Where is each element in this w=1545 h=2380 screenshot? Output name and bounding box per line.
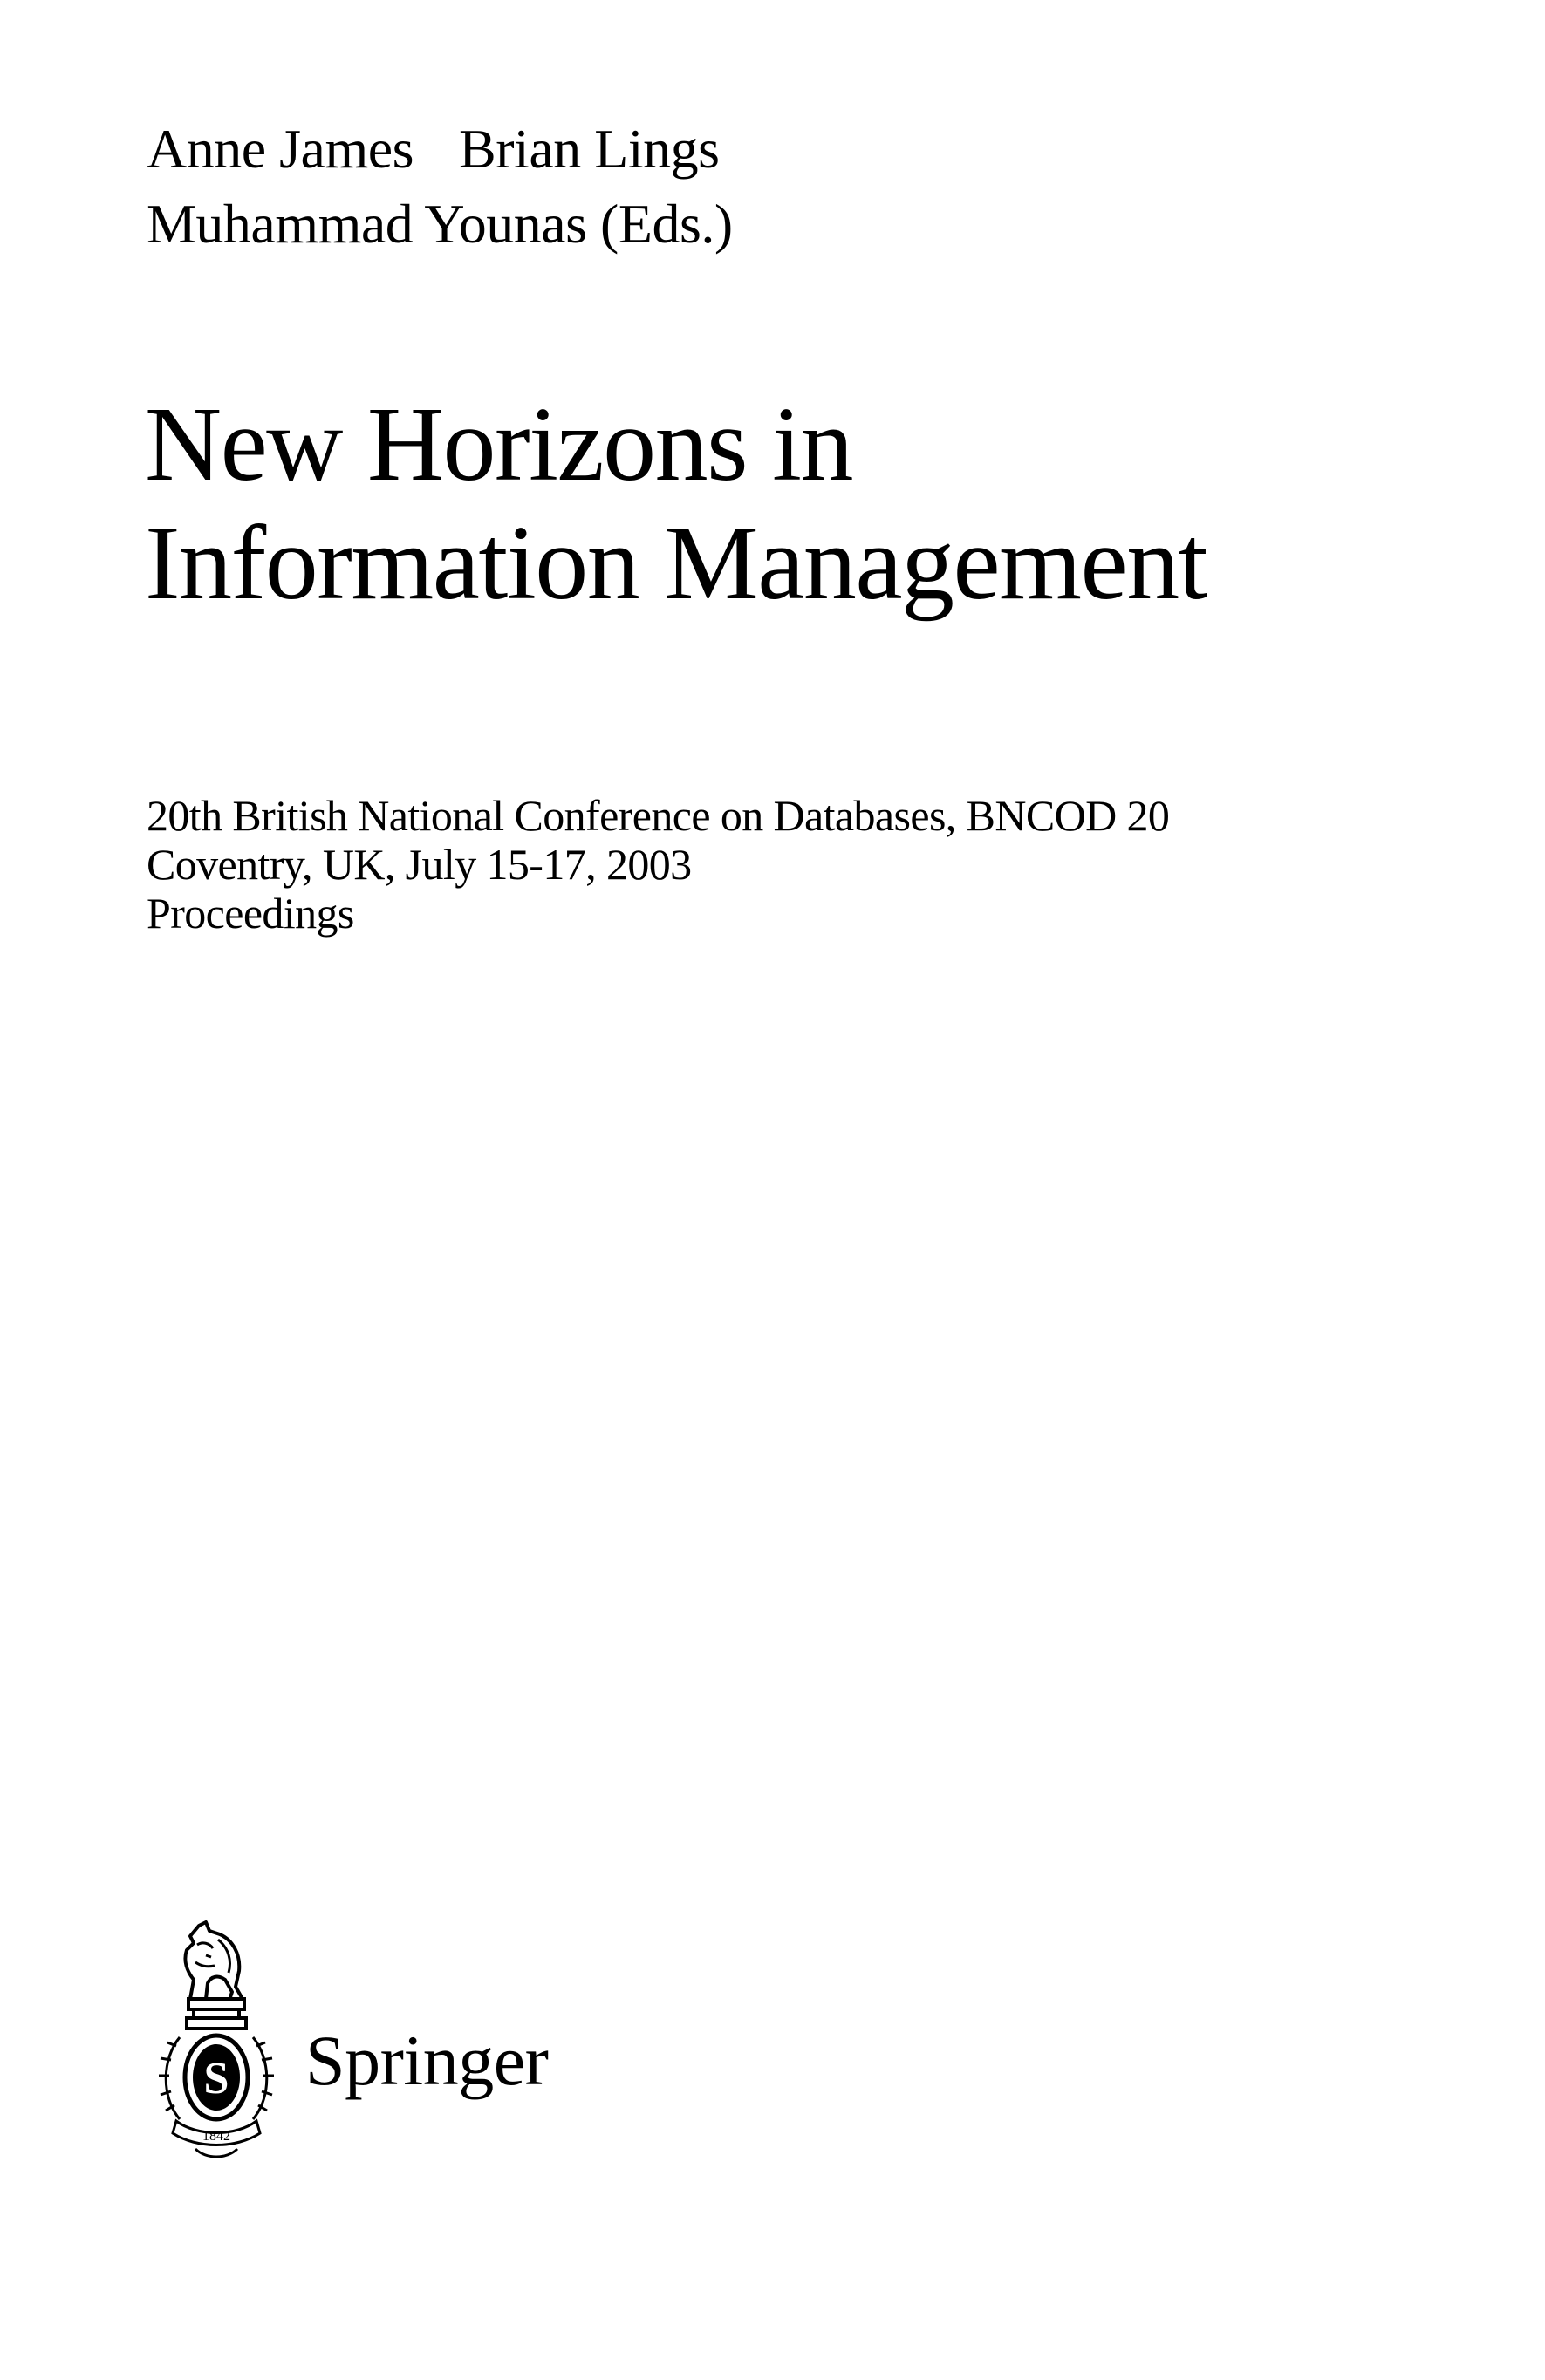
proceedings-label: Proceedings [147, 889, 354, 938]
editors-line-2: Muhammad Younas (Eds.) [147, 193, 733, 255]
editor-name: Brian Lings [459, 118, 720, 180]
conference-info [147, 791, 1169, 938]
editors-line-1 [147, 112, 733, 187]
editor-name: Anne James [147, 118, 414, 180]
publisher [145, 1919, 598, 2172]
book-title-line-1: New Horizons in [145, 385, 853, 503]
logo-monogram: S [203, 2054, 229, 2104]
publisher-name: Springer [305, 2021, 549, 2100]
conference-name: 20th British National Conference on Databases, BNCOD 20 [147, 791, 1170, 840]
book-title-line-2: Information Management [145, 504, 1207, 622]
logo-year: 1842 [202, 2129, 230, 2144]
springer-knight-logo-icon [145, 1919, 284, 2163]
book-title [145, 385, 1207, 623]
conference-location-date: Coventry, UK, July 15-17, 2003 [147, 840, 692, 889]
editors [147, 112, 733, 262]
